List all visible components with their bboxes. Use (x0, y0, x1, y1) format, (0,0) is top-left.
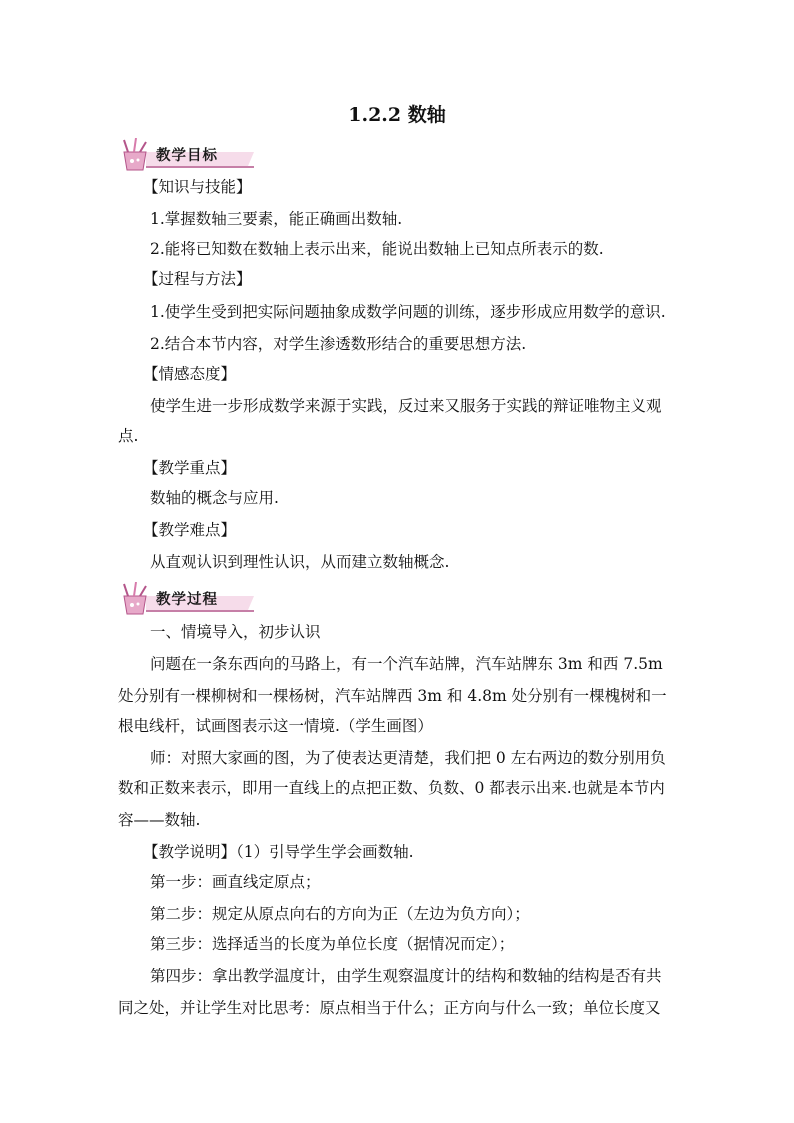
page-title: 1.2.2 数轴 (348, 104, 446, 126)
text-line: 数和正数来表示，即用一直线上的点把正数、负数、0 都表示出来.也就是本节内 (118, 779, 665, 797)
heading-knowledge: 【知识与技能】 (143, 178, 252, 196)
section-banner-process (116, 582, 254, 618)
step-line: 第四步：拿出教学温度计，由学生观察温度计的结构和数轴的结构是否有共 (150, 967, 662, 985)
subsection-title: 一、情境导入，初步认识 (150, 623, 321, 641)
text-line: 数轴的概念与应用. (150, 489, 279, 507)
text-line: 问题在一条东西向的马路上，有一个汽车站牌，汽车站牌东 3m 和西 7.5m (150, 655, 663, 673)
heading-attitude: 【情感态度】 (143, 365, 237, 383)
text-line: 根电线杆，试画图表示这一情境.（学生画图） (118, 717, 433, 735)
step-line: 第一步：画直线定原点； (150, 873, 321, 891)
text-line: 从直观认识到理性认识，从而建立数轴概念. (150, 553, 450, 571)
heading-method: 【过程与方法】 (143, 270, 252, 288)
text-line: 2.结合本节内容，对学生渗透数形结合的重要思想方法. (150, 335, 527, 353)
text-line: 处分别有一棵柳树和一棵杨树，汽车站牌西 3m 和 4.8m 处分别有一棵槐树和一 (118, 687, 667, 705)
section-heading: 教学过程 (156, 592, 218, 608)
text-line: 同之处，并让学生对比思考：原点相当于什么；正方向与什么一致；单位长度又 (118, 999, 661, 1017)
heading-key-point: 【教学重点】 (143, 459, 237, 477)
text-line: 1.使学生受到把实际问题抽象成数学问题的训练，逐步形成应用数学的意识. (150, 303, 666, 321)
text-line: 2.能将已知数在数轴上表示出来，能说出数轴上已知点所表示的数. (150, 240, 604, 258)
text-line: 师：对照大家画的图，为了使表达更清楚，我们把 0 左右两边的数分别用负 (150, 749, 666, 767)
step-line: 第三步：选择适当的长度为单位长度（据情况而定）； (150, 935, 515, 953)
heading-difficult-point: 【教学难点】 (143, 521, 237, 539)
text-line: 点. (118, 427, 139, 445)
section-heading: 教学目标 (156, 148, 218, 164)
teaching-note: 【教学说明】（1）引导学生学会画数轴. (143, 843, 414, 861)
text-line: 容——数轴. (118, 811, 201, 829)
text-line: 使学生进一步形成数学来源于实践，反过来又服务于实践的辩证唯物主义观 (150, 397, 662, 415)
section-banner-objectives (116, 138, 254, 174)
text-line: 1.掌握数轴三要素，能正确画出数轴. (150, 210, 403, 228)
step-line: 第二步：规定从原点向右的方向为正（左边为负方向）； (150, 905, 530, 923)
